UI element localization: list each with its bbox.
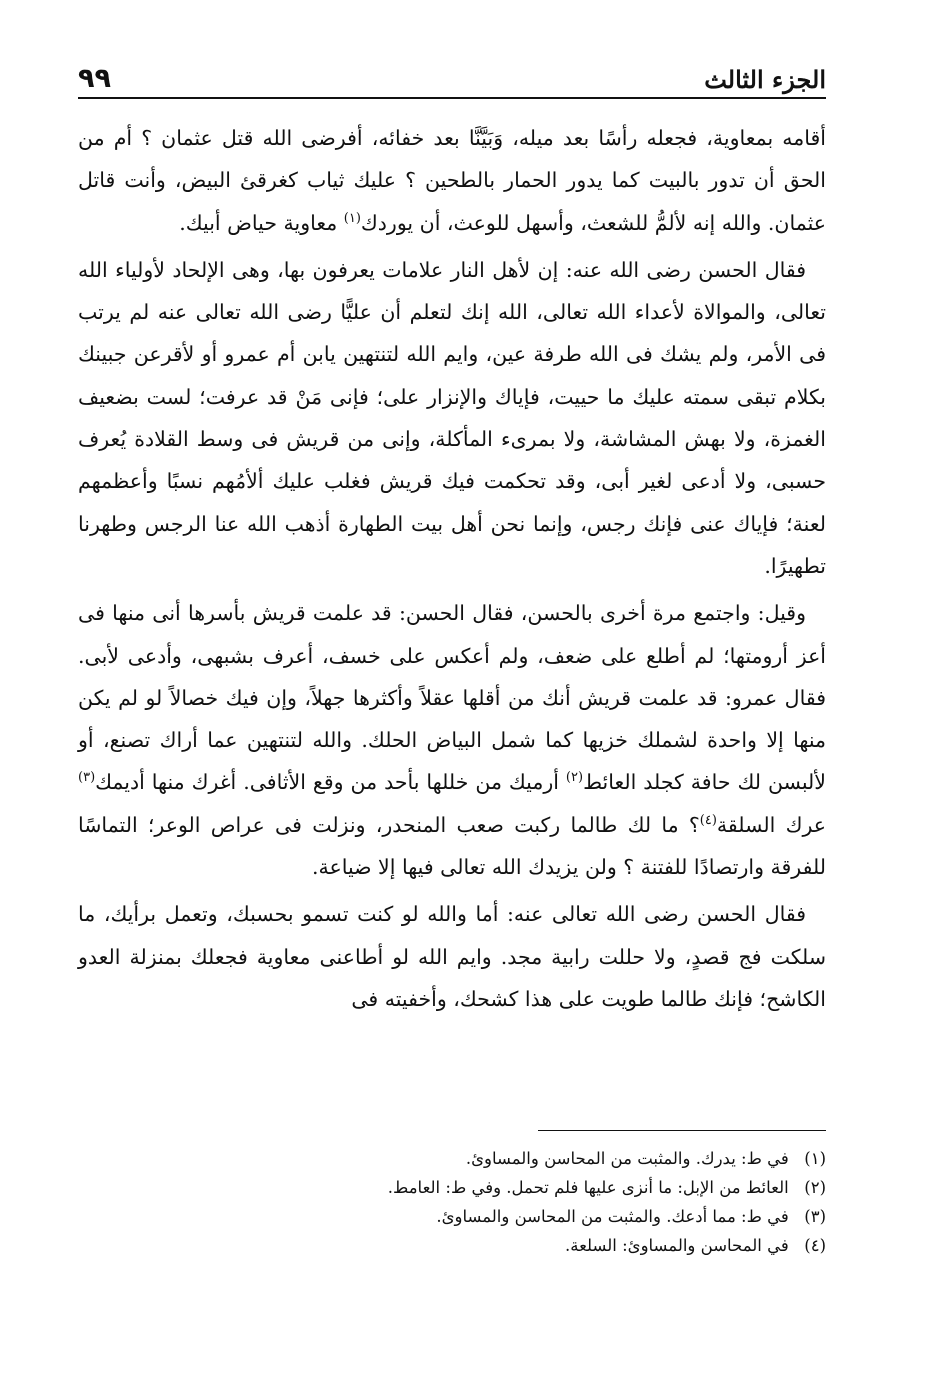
paragraph-3-text-b: أرميك من خللها بأحد من وقع الأثافى. أغرك منها أديمك — [95, 770, 566, 795]
paragraph-3-text-c: عرك السلقة — [716, 812, 827, 837]
footnote-2 — [78, 1173, 826, 1202]
footnote-ref-3: (٣) — [78, 770, 96, 786]
paragraph-1 — [78, 117, 826, 244]
body-text — [78, 117, 826, 1025]
paragraph-3-text-a: وقيل: واجتمع مرة أخرى بالحسن، فقال الحسن: قد علمت قريش بأسرها أنى منها فى أعز أرومتها؛ لم أطلع على ضعف، ولم أعكس على خسف، أعرف بشبهى، وأدعى لأبى. فقال عمرو: قد علمت قريش أنك من أقلها عقلاً وأكثرها جهلاً، وإن فيك خصالاً لو لم يكن منها إلا واحدة لشملك خزيها كما شمل البياض الحلك. والله لتنتهين عما أراك تصنع، أو لألبسن لك حافة كجلد العائط — [78, 601, 826, 795]
page-number: ٩٩ — [78, 63, 111, 94]
paragraph-2: فقال الحسن رضى الله عنه: إن لأهل النار علامات يعرفون بها، وهى الإلحاد لأولياء الله تعالى، والموالاة لأعداء الله تعالى، الله إنك لتعلم أن عليًّا رضى الله تعالى عنه لم يرتب فى الأمر، ولم يشك فى الله طرفة عين، وايم الله لتنتهين يابن أم عمرو أو لأقرعن جبينك بكلام تبقى سمته عليك ما حييت، فإياك والإنزار على؛ فإنى مَنْ قد عرفت؛ لست بضعيف الغمزة، ولا بهش المشاشة، ولا بمرىء المأكلة، وإنى من قريش فى وسط القلادة يُعرف حسبى، ولا أدعى لغير أبى، وقد تحكمت فيك قريش فغلب عليك ألأمُهم نسبًا وأعظمهم لعنة؛ فإياك عنى فإنك رجس، وإنما نحن أهل بيت الطهارة أذهب الله عنا الرجس وطهرنا تطهيرًا. — [78, 257, 826, 578]
footnote-ref-4: (٤) — [699, 812, 717, 828]
footnote-text: العائط من الإبل: ما أنزى عليها فلم تحمل. وفي ط: العامط. — [387, 1178, 789, 1197]
footnote-text: في ط: يدرك. والمثبت من المحاسن والمساوئ. — [465, 1149, 789, 1168]
paragraph-1-text-b: معاوية حياض أبيك. — [179, 210, 344, 235]
footnote-number: (٤) — [804, 1236, 826, 1255]
running-title: الجزء الثالث — [704, 65, 826, 94]
paragraph-3-text-d: ؟ ما لك طالما ركبت صعب المنحدر، ونزلت فى عراص الوعر؛ التماسًا للفرقة وارتصادًا للفتنة ؟ ولن يزيدك الله تعالى فيها إلا ضياعة. — [78, 812, 826, 880]
footnote-4 — [78, 1231, 826, 1260]
page-header — [78, 48, 826, 94]
footnote-rule — [538, 1130, 826, 1131]
footnotes — [78, 1144, 826, 1260]
footnote-text: في المحاسن والمساوئ: السلعة. — [565, 1236, 789, 1255]
footnote-ref-1: (١) — [343, 210, 361, 226]
footnote-number: (٢) — [804, 1178, 826, 1197]
paragraph-1-text-a: أقامه بمعاوية، فجعله رأسًا بعد ميله، وَبَيَّنَّا بعد خفائه، أفرضى الله قتل عثمان ؟ أم من الحق أن تدور بالبيت كما يدور الحمار بالطحين ؟ عليك ثياب كغرقئ البيض، وأنت قاتل عثمان. والله إنه لألمُّ للشعث، وأسهل للوعث، أن يوردك — [78, 126, 826, 235]
footnote-text: في ط: مما أدعك. والمثبت من المحاسن والمساوئ. — [436, 1207, 789, 1226]
footnote-number: (٣) — [804, 1207, 826, 1226]
footnote-ref-2: (٢) — [565, 770, 584, 786]
footnote-3 — [78, 1202, 826, 1231]
paragraph-4: فقال الحسن رضى الله تعالى عنه: أما والله لو كنت تسمو بحسبك، وتعمل برأيك، ما سلكت فج قصدٍ، ولا حللت رابية مجد. وايم الله لو أطاعنى معاوية فجعلك بمنزلة العدو الكاشح؛ فإنك طالما طويت على هذا كشحك، وأخفيته فى — [78, 902, 826, 1011]
footnote-number: (١) — [804, 1149, 826, 1168]
paragraph-3 — [78, 592, 826, 888]
header-rule — [78, 97, 826, 99]
footnote-1 — [78, 1144, 826, 1173]
